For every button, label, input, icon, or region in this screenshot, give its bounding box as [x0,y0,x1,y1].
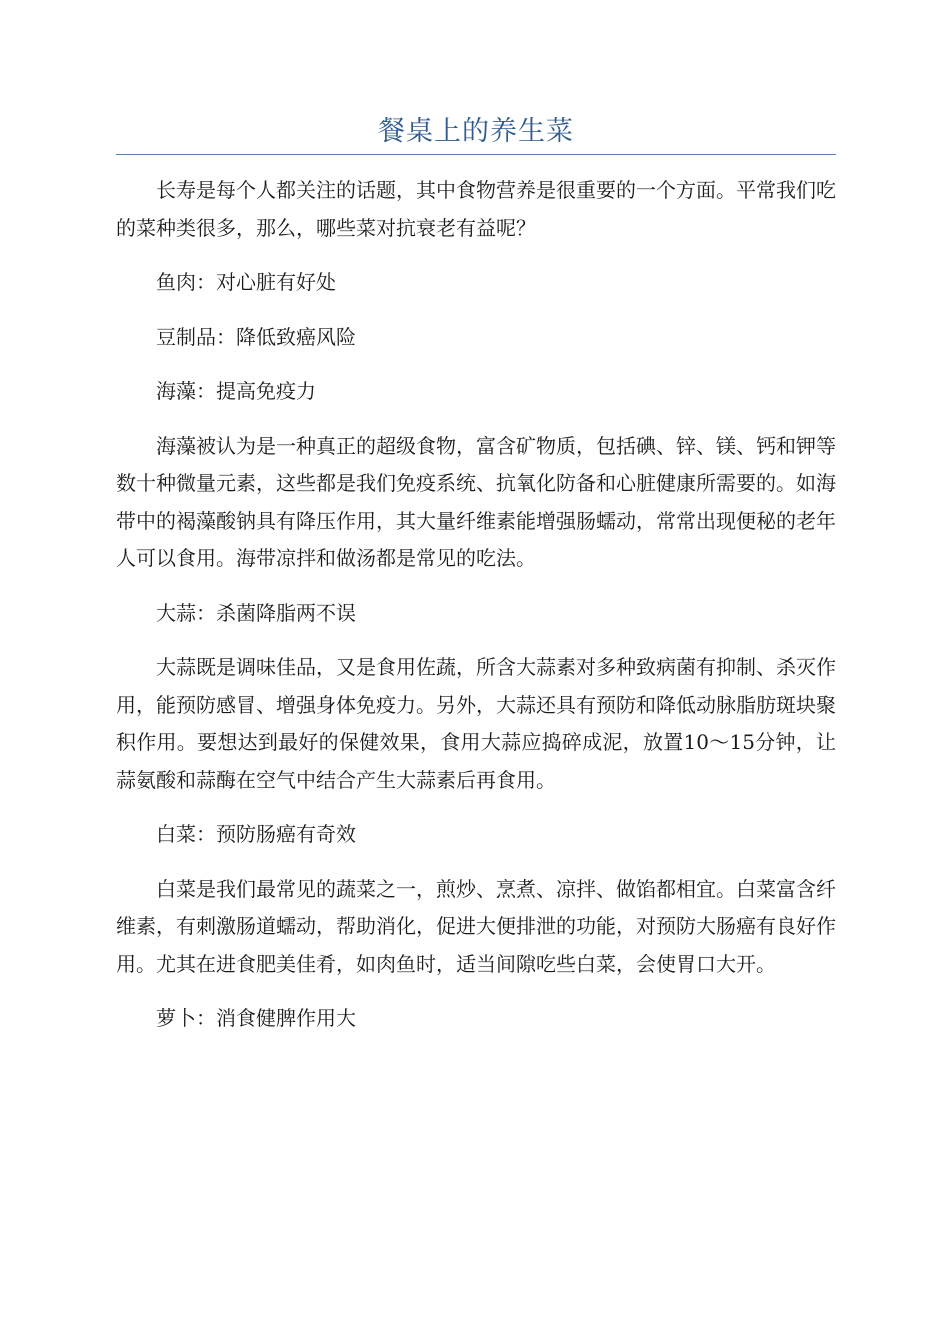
garlic-paragraph: 大蒜既是调味佳品，又是食用佐蔬，所含大蒜素对多种致病菌有抑制、杀灭作用，能预防感冒、增强身体免疫力。另外，大蒜还具有预防和降低动脉脂肪斑块聚积作用。要想达到最好的保健效果，食用大蒜应捣碎成泥，放置10～15分钟，让蒜氨酸和蒜酶在空气中结合产生大蒜素后再食用。 [116,655,836,792]
cabbage-paragraph: 白菜是我们最常见的蔬菜之一，煎炒、烹煮、凉拌、做馅都相宜。白菜富含纤维素，有刺激肠道蠕动，帮助消化，促进大便排泄的功能，对预防大肠癌有良好作用。尤其在进食肥美佳肴，如肉鱼时，适当间隙吃些白菜，会使胃口大开。 [116,876,836,976]
intro-paragraph: 长寿是每个人都关注的话题，其中食物营养是很重要的一个方面。平常我们吃的菜种类很多，那么，哪些菜对抗衰老有益呢？ [116,178,836,240]
document-body [116,172,836,1055]
item-seaweed-heading: 海藻：提高免疫力 [156,379,316,403]
item-soy-heading: 豆制品：降低致癌风险 [156,324,356,349]
item-garlic-heading: 大蒜：杀菌降脂两不误 [156,600,356,625]
title-underline [116,154,836,155]
item-radish-heading: 萝卜：消食健脾作用大 [156,1006,356,1030]
document-title: 餐桌上的养生菜 [378,116,574,147]
item-cabbage-heading: 白菜：预防肠癌有奇效 [156,822,356,846]
seaweed-paragraph: 海藻被认为是一种真正的超级食物，富含矿物质，包括碘、锌、镁、钙和钾等数十种微量元素，这些都是我们免疫系统、抗氧化防备和心脏健康所需要的。如海带中的褐藻酸钠具有降压作用，其大量纤维素能增强肠蠕动，常常出现便秘的老年人可以食用。海带凉拌和做汤都是常见的吃法。 [116,433,836,570]
item-fish-heading: 鱼肉：对心脏有好处 [156,270,336,294]
